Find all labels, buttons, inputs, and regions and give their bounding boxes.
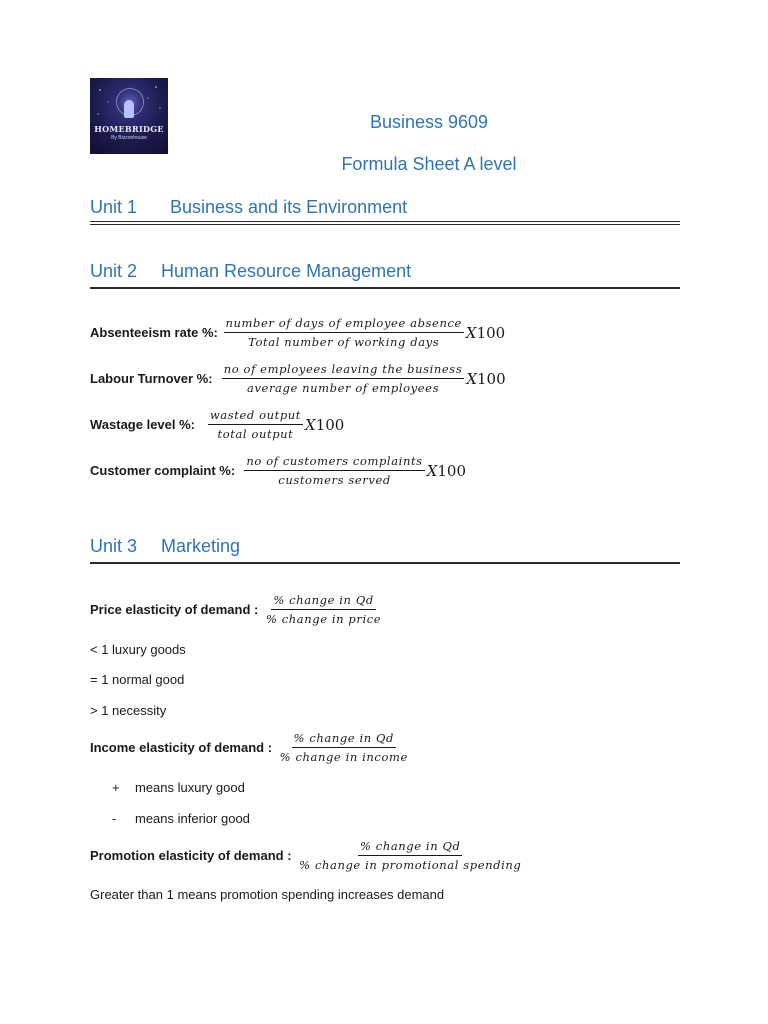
unit-name: Human Resource Management [161,261,412,281]
unit-number: Unit 1 [90,197,138,217]
multiplier-factor: 100 [476,323,506,342]
fraction [244,454,424,487]
fraction-denominator: customers served [278,473,391,487]
formula-separator: : [264,740,276,755]
formula-label: Customer complaint %: [90,463,243,478]
fraction-numerator: wasted output [208,408,303,425]
promo-note: Greater than 1 means promotion spending increases demand [90,887,445,902]
fraction-numerator: % change in Qd [292,731,396,748]
formula-absenteeism [90,316,505,349]
fraction-denominator: Total number of working days [248,335,440,349]
multiplier [466,370,505,388]
fraction [297,839,523,872]
ped-note: = 1 normal good [90,672,185,687]
bullet-text: means luxury good [135,780,245,795]
course-title: Business 9609 [369,112,489,132]
formula-label: Price elasticity of demand [90,602,251,617]
fraction [224,316,464,349]
fraction [222,362,465,395]
fraction-numerator: no of employees leaving the business [222,362,465,379]
formula-price-elasticity [90,593,385,626]
bullet-mark: - [112,811,117,826]
fraction [208,408,303,441]
logo-sub-text: By Bizzonhouse [111,135,147,141]
unit-3-heading [90,536,680,557]
multiplier [466,324,505,342]
bullet-text: means inferior good [135,811,250,826]
formula-wastage [90,408,344,441]
ped-note: < 1 luxury goods [90,642,186,657]
fraction-numerator: % change in Qd [358,839,462,856]
formula-label: Absenteeism rate %: [90,325,222,340]
formula-separator: : [283,848,296,863]
fraction-numerator: number of days of employee absence [224,316,464,333]
formula-promotion-elasticity [90,839,525,872]
unit-2-heading [90,261,680,282]
formula-income-elasticity [90,731,412,764]
multiplier-factor: 100 [315,415,345,434]
fraction [264,593,383,626]
yed-note [112,811,250,826]
formula-label: Wastage level %: [90,417,206,432]
section-divider [90,287,680,289]
multiplier-symbol: X [465,323,477,342]
formula-separator: : [250,602,262,617]
sheet-subtitle: Formula Sheet A level [341,154,517,174]
fraction-denominator: % change in promotional spending [299,858,522,872]
multiplier-factor: 100 [437,461,467,480]
fraction [278,731,410,764]
multiplier [427,462,466,480]
fraction-numerator: % change in Qd [271,593,375,610]
multiplier [305,416,344,434]
fraction-denominator: % change in income [279,750,408,764]
unit-name: Business and its Environment [170,197,408,217]
fraction-denominator: total output [217,427,294,441]
ped-note: > 1 necessity [90,703,167,718]
fraction-numerator: no of customers complaints [244,454,424,471]
fraction-denominator: % change in price [265,612,382,626]
yed-note [112,780,245,795]
unit-name: Marketing [161,536,241,556]
multiplier-symbol: X [305,415,316,434]
unit-number: Unit 2 [90,261,138,281]
multiplier-symbol: X [426,461,438,480]
formula-label: Labour Turnover %: [90,371,220,386]
logo-brand-text: HOMEBRIDGE [94,124,164,134]
formula-label: Promotion elasticity of demand [90,848,284,863]
formula-customer-complaint [90,454,466,487]
bullet-mark: + [112,780,120,795]
formula-labour-turnover [90,362,506,395]
section-divider [90,221,680,225]
unit-1-heading [90,197,680,218]
unit-number: Unit 3 [90,536,138,556]
fraction-denominator: average number of employees [247,381,440,395]
multiplier-symbol: X [466,369,478,388]
section-divider [90,562,680,564]
formula-label: Income elasticity of demand [90,740,265,755]
multiplier-factor: 100 [477,369,506,388]
